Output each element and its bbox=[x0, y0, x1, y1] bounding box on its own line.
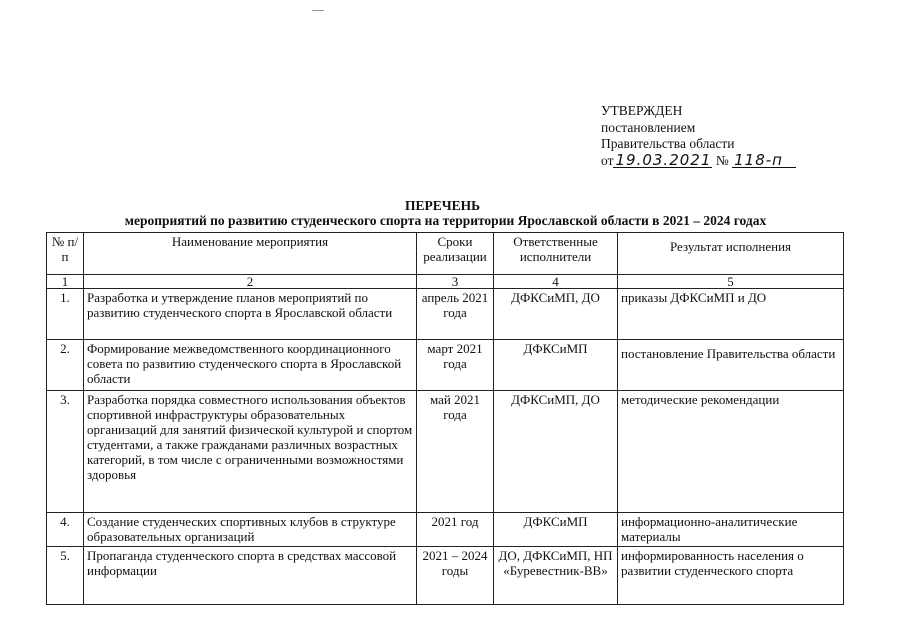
header-row bbox=[47, 233, 844, 275]
row-number: 1. bbox=[47, 289, 84, 340]
row-result: постановление Правительства области bbox=[618, 340, 844, 391]
row-executors: ДФКСиМП bbox=[494, 340, 618, 391]
header-number: № п/п bbox=[47, 233, 84, 275]
header-term: Сроки реализации bbox=[417, 233, 494, 275]
document-title: ПЕРЕЧЕНЬ bbox=[404, 198, 481, 213]
row-name: Разработка и утверждение планов мероприятий по развитию студенческого спорта в Ярославской области bbox=[84, 289, 417, 340]
row-result: информированность населения о развитии студенческого спорта bbox=[618, 547, 844, 605]
column-number: 5 bbox=[618, 275, 844, 289]
row-executors: ДФКСиМП, ДО bbox=[494, 391, 618, 513]
table-row bbox=[47, 513, 844, 547]
row-executors: ДО, ДФКСиМП, НП «Буревестник-ВВ» bbox=[494, 547, 618, 605]
row-number: 4. bbox=[47, 513, 84, 547]
row-result: приказы ДФКСиМП и ДО bbox=[618, 289, 844, 340]
row-term: 2021 год bbox=[417, 513, 494, 547]
document-subtitle: мероприятий по развитию студенческого спорта на территории Ярославской области в 2021 – 2024 годах bbox=[124, 213, 767, 228]
table-row bbox=[47, 547, 844, 605]
date-prefix: от bbox=[601, 152, 614, 168]
row-term: март 2021 года bbox=[417, 340, 494, 391]
row-name: Пропаганда студенческого спорта в средствах массовой информации bbox=[84, 547, 417, 605]
row-name: Создание студенческих спортивных клубов в структуре образовательных организаций bbox=[84, 513, 417, 547]
approval-title: УТВЕРЖДЕН bbox=[601, 103, 683, 118]
row-result: информационно-аналитические материалы bbox=[618, 513, 844, 547]
approval-stamp bbox=[601, 103, 796, 169]
column-number: 3 bbox=[417, 275, 494, 289]
handwritten-date: 19.03.2021 bbox=[615, 150, 712, 169]
row-term: май 2021 года bbox=[417, 391, 494, 513]
number-prefix: № bbox=[715, 152, 729, 168]
column-number: 4 bbox=[494, 275, 618, 289]
column-number-row bbox=[47, 275, 844, 289]
header-executors: Ответственные исполнители bbox=[494, 233, 618, 275]
header-name: Наименование мероприятия bbox=[84, 233, 417, 275]
measures-table bbox=[46, 232, 844, 605]
row-number: 5. bbox=[47, 547, 84, 605]
approval-decree: постановлением bbox=[601, 119, 696, 135]
table-row bbox=[47, 391, 844, 513]
row-executors: ДФКСиМП bbox=[494, 513, 618, 547]
handwritten-number: 118-п bbox=[732, 153, 796, 168]
column-number: 2 bbox=[84, 275, 417, 289]
row-executors: ДФКСиМП, ДО bbox=[494, 289, 618, 340]
row-result: методические рекомендации bbox=[618, 391, 844, 513]
column-number: 1 bbox=[47, 275, 84, 289]
row-name: Формирование межведомственного координационного совета по развитию студенческого спорта в Ярославской области bbox=[84, 340, 417, 391]
header-result: Результат исполнения bbox=[618, 233, 844, 275]
table-row bbox=[47, 289, 844, 340]
approval-date-line bbox=[601, 150, 796, 170]
row-number: 2. bbox=[47, 340, 84, 391]
row-term: апрель 2021 года bbox=[417, 289, 494, 340]
row-name: Разработка порядка совместного использования объектов спортивной инфраструктуры образовательных организаций для занятий физической культурой и спортом студентами, а также гражданами различных возрастных категорий, в том числе с ограниченными возможностями здоровья bbox=[84, 391, 417, 513]
row-term: 2021 – 2024 годы bbox=[417, 547, 494, 605]
row-number: 3. bbox=[47, 391, 84, 513]
table-row bbox=[47, 340, 844, 391]
scan-mark bbox=[312, 10, 324, 11]
approval-authority: Правительства области bbox=[601, 136, 735, 151]
